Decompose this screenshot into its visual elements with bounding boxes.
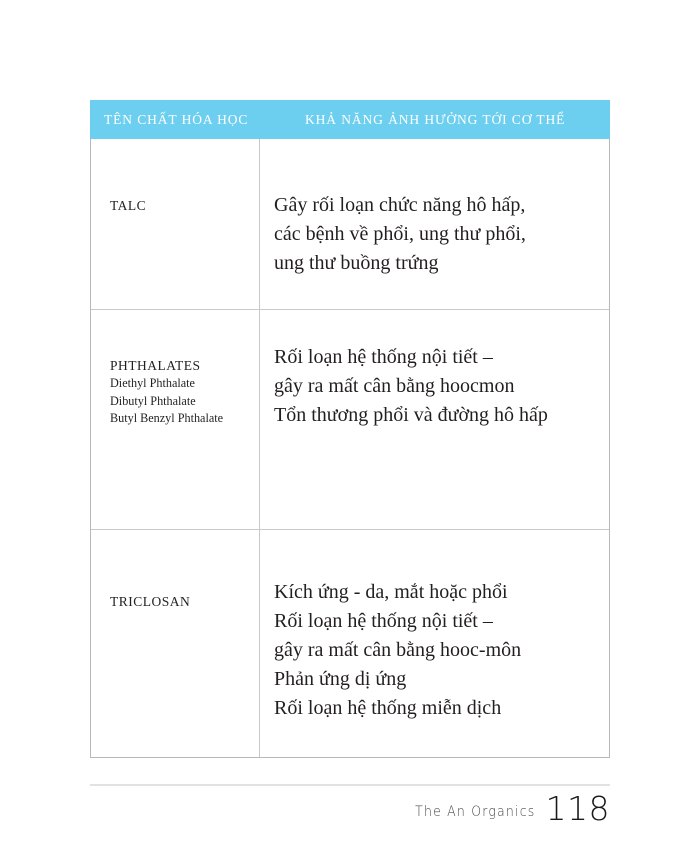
effect-line: Phản ứng dị ứng: [274, 668, 407, 690]
table-header-body-effects: KHẢ NĂNG ẢNH HƯỞNG TỚI CƠ THỂ: [305, 111, 566, 127]
effect-line: Tổn thương phổi và đường hô hấp: [274, 404, 548, 426]
chemical-name-block: [110, 197, 146, 215]
page-footer: [415, 789, 610, 828]
cell-body-effects: [260, 139, 609, 309]
effects-block: [274, 578, 521, 723]
chemical-name-block: [110, 593, 190, 611]
effects-block: [274, 343, 548, 430]
chemical-name-title: TRICLOSAN: [110, 594, 191, 609]
effect-line: Gây rối loạn chức năng hô hấp,: [274, 194, 526, 216]
table-header-row: [90, 100, 610, 139]
effects-block: [274, 191, 526, 278]
effect-line: các bệnh về phổi, ung thư phổi,: [274, 223, 526, 245]
chemicals-table: [90, 100, 610, 758]
cell-chemical-name: [91, 310, 260, 529]
brand-name: The An Organics: [415, 802, 536, 820]
cell-chemical-name: [91, 139, 260, 309]
table-body: [90, 139, 610, 758]
effect-line: Rối loạn hệ thống nội tiết –: [274, 346, 493, 368]
cell-body-effects: [260, 310, 609, 529]
effect-line: Rối loạn hệ thống nội tiết –: [274, 610, 493, 632]
table-row: [91, 139, 609, 310]
cell-chemical-name: [91, 530, 260, 757]
chemical-subname: Dibutyl Phthalate: [110, 393, 196, 408]
chemical-name-title: TALC: [110, 198, 147, 213]
effect-line: Rối loạn hệ thống miễn dịch: [274, 697, 502, 719]
chemical-name-title: PHTHALATES: [110, 358, 201, 373]
chemical-name-block: [110, 357, 223, 427]
table-header-chemical-name: TÊN CHẤT HÓA HỌC: [104, 111, 249, 127]
table-row: [91, 530, 609, 757]
table-row: [91, 310, 609, 530]
chemical-subname: Diethyl Phthalate: [110, 376, 195, 391]
effect-line: ung thư buồng trứng: [274, 252, 439, 274]
effect-line: gây ra mất cân bằng hoocmon: [274, 375, 515, 397]
effect-line: Kích ứng - da, mắt hoặc phổi: [274, 581, 508, 603]
effect-line: gây ra mất cân bằng hooc-môn: [274, 639, 522, 661]
footer-divider: [90, 784, 610, 786]
chemical-subname: Butyl Benzyl Phthalate: [110, 410, 224, 425]
cell-body-effects: [260, 530, 609, 757]
page-number: 118: [545, 789, 610, 828]
